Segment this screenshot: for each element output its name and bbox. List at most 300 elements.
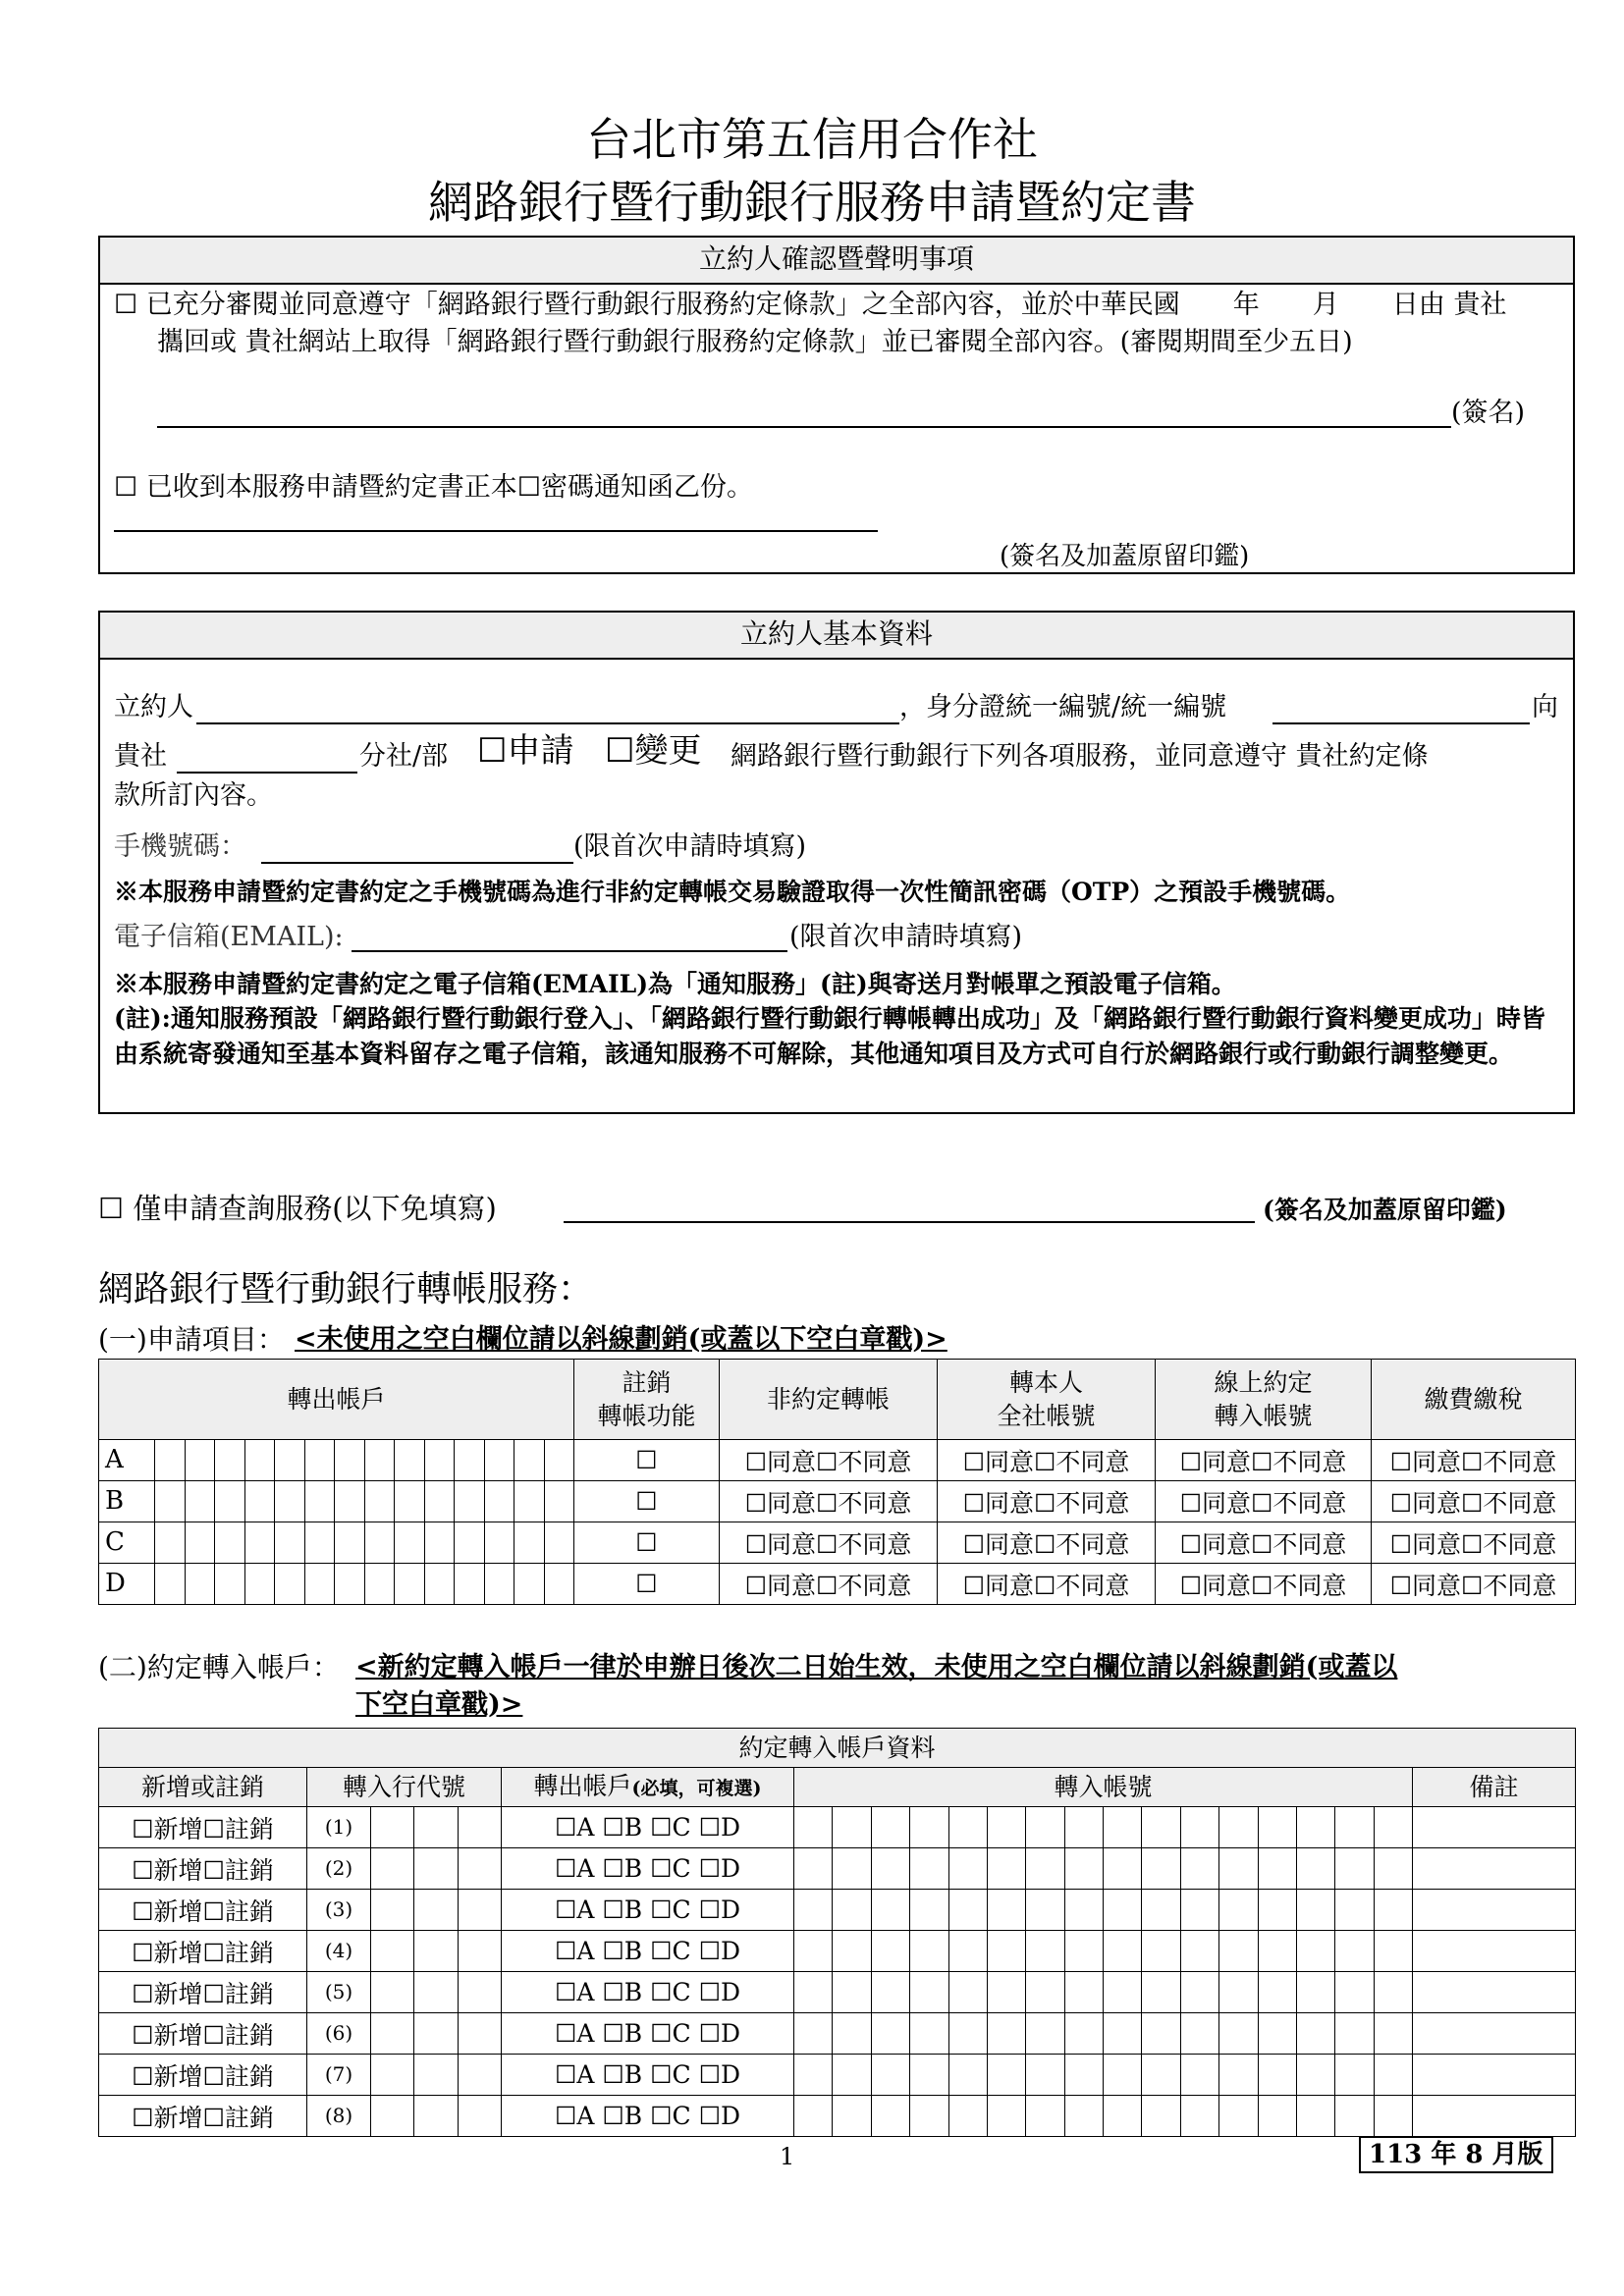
- online-agreed-choice[interactable]: ☐同意☐不同意: [1156, 1481, 1372, 1522]
- account-digit-box[interactable]: [872, 1848, 910, 1889]
- digit-box[interactable]: [485, 1522, 515, 1563]
- service-text-2: 款所訂內容。: [114, 780, 273, 811]
- fee-tax-choice[interactable]: ☐同意☐不同意: [1372, 1440, 1576, 1481]
- account-digit-box[interactable]: [1219, 2055, 1258, 2095]
- digit-box[interactable]: [425, 1564, 456, 1604]
- digit-box[interactable]: [545, 1481, 574, 1522]
- account-digit-box[interactable]: [1065, 2013, 1104, 2054]
- digit-box[interactable]: [186, 1522, 216, 1563]
- apply-row: [99, 1440, 1576, 1481]
- account-digit-box[interactable]: [1335, 1931, 1374, 1971]
- account-digit-box[interactable]: [1297, 1972, 1335, 2012]
- digit-box[interactable]: [545, 1564, 574, 1604]
- account-digit-box[interactable]: [949, 1972, 988, 2012]
- account-digit-box[interactable]: [1142, 1807, 1180, 1847]
- digit-box[interactable]: [455, 1564, 485, 1604]
- bank-digit-box[interactable]: [414, 2096, 458, 2136]
- digit-box[interactable]: [545, 1440, 574, 1480]
- account-digit-box[interactable]: [1335, 2013, 1374, 2054]
- account-digit-box[interactable]: [949, 2096, 988, 2136]
- confirm-item1-line1[interactable]: ☐ 已充分審閱並同意遵守「網路銀行暨行動銀行服務約定條款」之全部內容，並於中華民國 年 月 日由 貴社: [114, 290, 1507, 320]
- bank-digit-box[interactable]: [371, 1890, 414, 1930]
- signature-line-2[interactable]: [114, 530, 878, 532]
- remark-cell[interactable]: [1413, 1848, 1576, 1890]
- account-digit-box[interactable]: [1259, 1848, 1297, 1889]
- account-digit-box[interactable]: [1142, 1890, 1180, 1930]
- out-account-choice[interactable]: ☐A ☐B ☐C ☐D: [502, 1890, 794, 1931]
- page-number: 1: [780, 2143, 795, 2170]
- add-cancel-choice[interactable]: ☐新增☐註銷: [99, 2055, 307, 2096]
- digit-box[interactable]: [395, 1564, 425, 1604]
- row-letter: D: [99, 1564, 155, 1604]
- account-digit-box[interactable]: [872, 1972, 910, 2012]
- account-digit-box[interactable]: [1259, 1931, 1297, 1971]
- account-digit-box[interactable]: [1181, 1848, 1219, 1889]
- account-digit-box[interactable]: [1104, 1890, 1142, 1930]
- account-digit-box[interactable]: [833, 1931, 871, 1971]
- digit-box[interactable]: [395, 1481, 425, 1522]
- account-digit-box[interactable]: [1026, 1931, 1064, 1971]
- account-digit-box[interactable]: [794, 1972, 833, 2012]
- account-digit-box[interactable]: [1375, 1972, 1412, 2012]
- account-digit-box[interactable]: [1375, 2096, 1412, 2136]
- cancel-checkbox[interactable]: ☐: [574, 1564, 720, 1605]
- form-title-org: 台北市第五信用合作社: [586, 113, 1038, 166]
- digit-box[interactable]: [305, 1522, 336, 1563]
- out-account-choice[interactable]: ☐A ☐B ☐C ☐D: [502, 1807, 794, 1848]
- account-digit-box[interactable]: [949, 2013, 988, 2054]
- account-digit-box[interactable]: [833, 2013, 871, 2054]
- digit-box[interactable]: [245, 1440, 276, 1480]
- account-digit-box[interactable]: [988, 1807, 1026, 1847]
- account-digit-box[interactable]: [988, 2096, 1026, 2136]
- fee-tax-choice[interactable]: ☐同意☐不同意: [1372, 1522, 1576, 1564]
- query-only-checkbox[interactable]: ☐ 僅申請查詢服務(以下免填寫): [98, 1192, 497, 1225]
- account-digit-box[interactable]: [1065, 1931, 1104, 1971]
- bank-code-cell: [307, 1890, 502, 1931]
- account-digit-box[interactable]: [794, 2055, 833, 2095]
- non-agreed-choice[interactable]: ☐同意☐不同意: [720, 1564, 938, 1605]
- online-agreed-choice[interactable]: ☐同意☐不同意: [1156, 1440, 1372, 1481]
- bank-digit-box[interactable]: [459, 1848, 501, 1889]
- account-digit-box[interactable]: [1297, 1848, 1335, 1889]
- account-digit-box[interactable]: [1335, 2055, 1374, 2095]
- bank-digit-box[interactable]: [414, 1807, 458, 1847]
- agreed-row: [99, 2013, 1576, 2055]
- fee-tax-choice[interactable]: ☐同意☐不同意: [1372, 1481, 1576, 1522]
- account-digit-box[interactable]: [910, 2055, 948, 2095]
- account-digit-box[interactable]: [910, 2096, 948, 2136]
- add-cancel-choice[interactable]: ☐新增☐註銷: [99, 2096, 307, 2137]
- account-digit-box[interactable]: [1065, 2096, 1104, 2136]
- account-digit-box[interactable]: [1219, 1931, 1258, 1971]
- account-digit-box[interactable]: [910, 1848, 948, 1889]
- digit-box[interactable]: [395, 1522, 425, 1563]
- col-out-acct-note: (必填，可複選): [631, 1777, 762, 1799]
- own-account-choice[interactable]: ☐同意☐不同意: [938, 1440, 1156, 1481]
- digit-box[interactable]: [335, 1564, 365, 1604]
- in-account-cell: [794, 2096, 1413, 2137]
- account-digit-box[interactable]: [1026, 2013, 1064, 2054]
- account-digit-box[interactable]: [910, 1931, 948, 1971]
- bank-digit-box[interactable]: [414, 2013, 458, 2054]
- account-digit-box[interactable]: [1142, 1972, 1180, 2012]
- out-account-choice[interactable]: ☐A ☐B ☐C ☐D: [502, 2055, 794, 2096]
- bank-digit-box[interactable]: [459, 2013, 501, 2054]
- account-digit-box[interactable]: [988, 1890, 1026, 1930]
- digit-box[interactable]: [186, 1564, 216, 1604]
- account-digit-box[interactable]: [1219, 2096, 1258, 2136]
- account-digit-box[interactable]: [1259, 1972, 1297, 2012]
- online-agreed-choice[interactable]: ☐同意☐不同意: [1156, 1522, 1372, 1564]
- account-digit-box[interactable]: [1104, 1848, 1142, 1889]
- cancel-checkbox[interactable]: ☐: [574, 1522, 720, 1564]
- add-cancel-choice[interactable]: ☐新增☐註銷: [99, 1848, 307, 1890]
- col-online-line2: 轉入帳號: [1214, 1401, 1313, 1430]
- digit-box[interactable]: [305, 1481, 336, 1522]
- agreed-row: [99, 2096, 1576, 2137]
- add-cancel-choice[interactable]: ☐新增☐註銷: [99, 1890, 307, 1931]
- branch-field[interactable]: [177, 772, 357, 774]
- account-digit-box[interactable]: [1375, 1807, 1412, 1847]
- bank-code-cell: [307, 2096, 502, 2137]
- account-digit-box[interactable]: [1335, 2096, 1374, 2136]
- account-digit-box[interactable]: [910, 1807, 948, 1847]
- bank-digit-box[interactable]: [414, 1931, 458, 1971]
- digit-box[interactable]: [275, 1522, 305, 1563]
- basic-info-heading: 立約人基本資料: [100, 613, 1573, 660]
- apply-checkbox[interactable]: ☐申請: [477, 731, 574, 771]
- account-digit-box[interactable]: [1219, 1972, 1258, 2012]
- change-checkbox[interactable]: ☐變更: [605, 731, 702, 771]
- branch-suffix: 分社/部: [359, 741, 449, 772]
- col-in-account: 轉入帳號: [794, 1768, 1413, 1807]
- digit-box[interactable]: [155, 1522, 186, 1563]
- online-agreed-choice[interactable]: ☐同意☐不同意: [1156, 1564, 1372, 1605]
- account-digit-box[interactable]: [988, 1972, 1026, 2012]
- digit-box[interactable]: [275, 1564, 305, 1604]
- digit-box[interactable]: [215, 1564, 245, 1604]
- account-digit-box[interactable]: [833, 1848, 871, 1889]
- account-digit-box[interactable]: [1142, 2096, 1180, 2136]
- digit-box[interactable]: [485, 1481, 515, 1522]
- mobile-note: (限首次申請時填寫): [573, 831, 807, 862]
- digit-box[interactable]: [485, 1440, 515, 1480]
- bank-digit-box[interactable]: [371, 1931, 414, 1971]
- section2-note-line1: <新約定轉入帳戶一律於申辦日後次二日始生效，未使用之空白欄位請以斜線劃銷(或蓋以: [355, 1652, 1398, 1682]
- account-digit-box[interactable]: [1219, 1890, 1258, 1930]
- account-digit-box[interactable]: [833, 1807, 871, 1847]
- bank-digit-box[interactable]: [371, 2096, 414, 2136]
- digit-box[interactable]: [455, 1481, 485, 1522]
- account-digit-box[interactable]: [1297, 2096, 1335, 2136]
- col-cancel-line2: 轉帳功能: [597, 1401, 696, 1430]
- account-digit-box[interactable]: [1219, 1807, 1258, 1847]
- account-digit-box[interactable]: [1181, 1972, 1219, 2012]
- account-digit-box[interactable]: [1259, 2013, 1297, 2054]
- digit-box[interactable]: [425, 1481, 456, 1522]
- add-cancel-choice[interactable]: ☐新增☐註銷: [99, 1972, 307, 2013]
- fee-tax-choice[interactable]: ☐同意☐不同意: [1372, 1564, 1576, 1605]
- digit-box[interactable]: [365, 1440, 396, 1480]
- account-digit-box[interactable]: [910, 1890, 948, 1930]
- account-digit-box[interactable]: [1181, 1807, 1219, 1847]
- account-digit-box[interactable]: [949, 1931, 988, 1971]
- account-digit-box[interactable]: [794, 2013, 833, 2054]
- account-digit-box[interactable]: [988, 1931, 1026, 1971]
- branch-prefix: 貴社: [114, 741, 167, 772]
- digit-box[interactable]: [455, 1522, 485, 1563]
- signature-line-1[interactable]: [157, 426, 1451, 428]
- remark-cell[interactable]: [1413, 1972, 1576, 2013]
- digit-box[interactable]: [215, 1522, 245, 1563]
- bank-digit-box[interactable]: [414, 1972, 458, 2012]
- digit-box[interactable]: [545, 1522, 574, 1563]
- digit-box[interactable]: [514, 1522, 545, 1563]
- in-account-cell: [794, 1890, 1413, 1931]
- account-digit-box[interactable]: [949, 1848, 988, 1889]
- bank-digit-box[interactable]: [414, 2055, 458, 2095]
- digit-box[interactable]: [155, 1440, 186, 1480]
- id-label: ，身分證統一編號/統一編號: [899, 692, 1227, 722]
- account-digit-box[interactable]: [833, 2055, 871, 2095]
- digit-box[interactable]: [245, 1522, 276, 1563]
- bank-digit-box[interactable]: [371, 1972, 414, 2012]
- account-digit-box[interactable]: [872, 1807, 910, 1847]
- account-digit-box[interactable]: [833, 1890, 871, 1930]
- account-digit-box[interactable]: [1259, 2055, 1297, 2095]
- account-digit-box[interactable]: [1065, 1890, 1104, 1930]
- digit-box[interactable]: [305, 1440, 336, 1480]
- account-digit-box[interactable]: [1375, 1890, 1412, 1930]
- account-digit-box[interactable]: [1065, 1848, 1104, 1889]
- remark-cell[interactable]: [1413, 1890, 1576, 1931]
- own-account-choice[interactable]: ☐同意☐不同意: [938, 1522, 1156, 1564]
- account-digit-box[interactable]: [1297, 1931, 1335, 1971]
- account-digit-box[interactable]: [1297, 2013, 1335, 2054]
- digit-box[interactable]: [514, 1440, 545, 1480]
- bank-digit-box[interactable]: [459, 1890, 501, 1930]
- out-account-choice[interactable]: ☐A ☐B ☐C ☐D: [502, 2096, 794, 2137]
- section1-note: <未使用之空白欄位請以斜線劃銷(或蓋以下空白章戳)>: [295, 1324, 947, 1355]
- account-digit-box[interactable]: [872, 1931, 910, 1971]
- col-out-acct: [502, 1768, 794, 1807]
- bank-digit-box[interactable]: [459, 1807, 501, 1847]
- account-digit-box[interactable]: [872, 2055, 910, 2095]
- account-digit-box[interactable]: [988, 1848, 1026, 1889]
- account-digit-box[interactable]: [1142, 2055, 1180, 2095]
- non-agreed-choice[interactable]: ☐同意☐不同意: [720, 1440, 938, 1481]
- form-title: 網路銀行暨行動銀行服務申請暨約定書: [428, 176, 1196, 229]
- party-name-field[interactable]: [196, 722, 899, 724]
- account-digit-box[interactable]: [1181, 2096, 1219, 2136]
- account-digit-box[interactable]: [833, 1972, 871, 2012]
- account-digit-box[interactable]: [1026, 1972, 1064, 2012]
- remark-cell[interactable]: [1413, 2013, 1576, 2055]
- digit-box[interactable]: [186, 1440, 216, 1480]
- account-digit-box[interactable]: [1375, 1931, 1412, 1971]
- add-cancel-choice[interactable]: ☐新增☐註銷: [99, 1931, 307, 1972]
- digit-box[interactable]: [365, 1564, 396, 1604]
- notification-note: (註):通知服務預設「網路銀行暨行動銀行登入」、「網路銀行暨行動銀行轉帳轉出成功」及「網路銀行暨行動銀行資料變更成功」時皆由系統寄發通知至基本資料留存之電子信箱，該通知服務不可解除，其他通知項目及方式可自行於網路銀行或行動銀行調整變更。: [114, 1004, 1545, 1068]
- digit-box[interactable]: [365, 1522, 396, 1563]
- digit-box[interactable]: [514, 1481, 545, 1522]
- digit-box[interactable]: [305, 1564, 336, 1604]
- id-number-field[interactable]: [1272, 722, 1530, 724]
- remark-cell[interactable]: [1413, 2055, 1576, 2096]
- bank-digit-box[interactable]: [414, 1890, 458, 1930]
- digit-box[interactable]: [395, 1440, 425, 1480]
- digit-box[interactable]: [365, 1481, 396, 1522]
- account-digit-box[interactable]: [1104, 2013, 1142, 2054]
- bank-digit-box[interactable]: [459, 2096, 501, 2136]
- account-digit-box[interactable]: [1104, 1931, 1142, 1971]
- digit-box[interactable]: [425, 1522, 456, 1563]
- out-account-choice[interactable]: ☐A ☐B ☐C ☐D: [502, 1931, 794, 1972]
- non-agreed-choice[interactable]: ☐同意☐不同意: [720, 1522, 938, 1564]
- account-digit-box[interactable]: [1335, 1972, 1374, 2012]
- out-account-choice[interactable]: ☐A ☐B ☐C ☐D: [502, 2013, 794, 2055]
- digit-box[interactable]: [485, 1564, 515, 1604]
- col-bank-code: 轉入行代號: [307, 1768, 502, 1807]
- in-account-cell: [794, 2013, 1413, 2055]
- account-digit-box[interactable]: [872, 1890, 910, 1930]
- bank-code-cell: [307, 1931, 502, 1972]
- account-digit-box[interactable]: [949, 1807, 988, 1847]
- own-account-choice[interactable]: ☐同意☐不同意: [938, 1481, 1156, 1522]
- account-digit-box[interactable]: [1259, 2096, 1297, 2136]
- cancel-checkbox[interactable]: ☐: [574, 1481, 720, 1522]
- account-digit-box[interactable]: [910, 1972, 948, 2012]
- bank-digit-box[interactable]: [371, 2055, 414, 2095]
- digit-box[interactable]: [215, 1440, 245, 1480]
- bank-digit-box[interactable]: [459, 1931, 501, 1971]
- digit-box[interactable]: [275, 1481, 305, 1522]
- account-digit-box[interactable]: [1335, 1807, 1374, 1847]
- bank-digit-box[interactable]: [371, 2013, 414, 2054]
- account-digit-box[interactable]: [794, 1890, 833, 1930]
- row-letter: B: [99, 1481, 155, 1522]
- digit-box[interactable]: [155, 1564, 186, 1604]
- account-digit-box[interactable]: [1026, 1848, 1064, 1889]
- party-label: 立約人: [114, 692, 193, 722]
- account-digit-box[interactable]: [1375, 1848, 1412, 1889]
- bank-digit-box[interactable]: [414, 1848, 458, 1889]
- account-digit-box[interactable]: [1104, 2055, 1142, 2095]
- account-digit-box[interactable]: [1065, 1972, 1104, 2012]
- digit-box[interactable]: [425, 1440, 456, 1480]
- agreed-row: [99, 1931, 1576, 1972]
- digit-box[interactable]: [335, 1440, 365, 1480]
- account-digit-box[interactable]: [1142, 1931, 1180, 1971]
- remark-cell[interactable]: [1413, 2096, 1576, 2137]
- account-digit-box[interactable]: [949, 2055, 988, 2095]
- account-digit-box[interactable]: [1297, 2055, 1335, 2095]
- account-digit-box[interactable]: [1026, 2055, 1064, 2095]
- digit-box[interactable]: [215, 1481, 245, 1522]
- account-digit-box[interactable]: [794, 2096, 833, 2136]
- row-letter: C: [99, 1522, 155, 1563]
- mobile-field[interactable]: [261, 862, 573, 864]
- account-digit-box[interactable]: [1065, 2055, 1104, 2095]
- digit-box[interactable]: [335, 1522, 365, 1563]
- account-digit-box[interactable]: [1104, 1972, 1142, 2012]
- digit-box[interactable]: [455, 1440, 485, 1480]
- account-digit-box[interactable]: [1335, 1848, 1374, 1889]
- account-digit-box[interactable]: [1142, 2013, 1180, 2054]
- account-digit-box[interactable]: [1335, 1890, 1374, 1930]
- out-account-choice[interactable]: ☐A ☐B ☐C ☐D: [502, 1972, 794, 2013]
- digit-box[interactable]: [275, 1440, 305, 1480]
- query-signature-line[interactable]: [564, 1221, 1255, 1223]
- confirm-item2[interactable]: ☐ 已收到本服務申請暨約定書正本☐密碼通知函乙份。: [114, 472, 753, 503]
- account-digit-box[interactable]: [794, 1807, 833, 1847]
- account-digit-box[interactable]: [1142, 1848, 1180, 1889]
- digit-box[interactable]: [245, 1481, 276, 1522]
- bank-digit-box[interactable]: [371, 1848, 414, 1889]
- add-cancel-choice[interactable]: ☐新增☐註銷: [99, 2013, 307, 2055]
- remark-cell[interactable]: [1413, 1931, 1576, 1972]
- digit-box[interactable]: [335, 1481, 365, 1522]
- account-digit-box[interactable]: [1219, 1848, 1258, 1889]
- account-digit-box[interactable]: [1297, 1890, 1335, 1930]
- account-digit-box[interactable]: [872, 2013, 910, 2054]
- non-agreed-choice[interactable]: ☐同意☐不同意: [720, 1481, 938, 1522]
- account-digit-box[interactable]: [1259, 1807, 1297, 1847]
- own-account-choice[interactable]: ☐同意☐不同意: [938, 1564, 1156, 1605]
- email-field[interactable]: [352, 950, 787, 952]
- digit-box[interactable]: [514, 1564, 545, 1604]
- digit-box[interactable]: [155, 1481, 186, 1522]
- out-account-cell: [99, 1440, 574, 1481]
- account-digit-box[interactable]: [1259, 1890, 1297, 1930]
- account-digit-box[interactable]: [1026, 1890, 1064, 1930]
- bank-digit-box[interactable]: [371, 1807, 414, 1847]
- bank-digit-box[interactable]: [459, 1972, 501, 2012]
- account-digit-box[interactable]: [1181, 2013, 1219, 2054]
- account-digit-box[interactable]: [1375, 2013, 1412, 2054]
- account-digit-box[interactable]: [1026, 2096, 1064, 2136]
- digit-box[interactable]: [245, 1564, 276, 1604]
- account-digit-box[interactable]: [949, 1890, 988, 1930]
- account-digit-box[interactable]: [794, 1931, 833, 1971]
- account-digit-box[interactable]: [1219, 2013, 1258, 2054]
- account-digit-box[interactable]: [1181, 1931, 1219, 1971]
- bank-digit-box[interactable]: [459, 2055, 501, 2095]
- account-digit-box[interactable]: [872, 2096, 910, 2136]
- account-digit-box[interactable]: [833, 2096, 871, 2136]
- account-digit-box[interactable]: [1181, 1890, 1219, 1930]
- account-digit-box[interactable]: [988, 2013, 1026, 2054]
- account-digit-box[interactable]: [1297, 1807, 1335, 1847]
- remark-cell[interactable]: [1413, 1807, 1576, 1848]
- account-digit-box[interactable]: [1104, 1807, 1142, 1847]
- account-digit-box[interactable]: [1065, 1807, 1104, 1847]
- account-digit-box[interactable]: [1181, 2055, 1219, 2095]
- account-digit-box[interactable]: [910, 2013, 948, 2054]
- account-digit-box[interactable]: [1375, 2055, 1412, 2095]
- digit-box[interactable]: [186, 1481, 216, 1522]
- account-digit-box[interactable]: [794, 1848, 833, 1889]
- in-account-cell: [794, 1848, 1413, 1890]
- cancel-checkbox[interactable]: ☐: [574, 1440, 720, 1481]
- account-digit-box[interactable]: [1104, 2096, 1142, 2136]
- account-digit-box[interactable]: [988, 2055, 1026, 2095]
- account-digit-box[interactable]: [1026, 1807, 1064, 1847]
- email-note: (限首次申請時填寫): [789, 922, 1023, 952]
- out-account-choice[interactable]: ☐A ☐B ☐C ☐D: [502, 1848, 794, 1890]
- add-cancel-choice[interactable]: ☐新增☐註銷: [99, 1807, 307, 1848]
